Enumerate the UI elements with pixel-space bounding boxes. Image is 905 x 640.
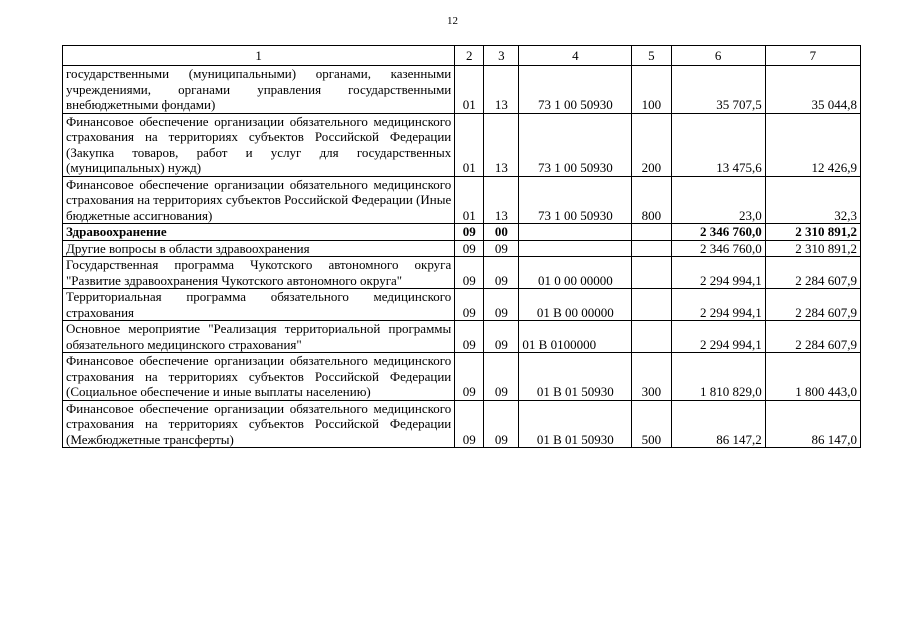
table-row <box>63 353 861 401</box>
header-col-2: 2 <box>455 46 484 66</box>
page-number: 12 <box>447 15 458 27</box>
row-amount-col7-cell: 2 310 891,2 <box>765 224 860 241</box>
row-subsection-cell: 13 <box>484 66 519 114</box>
row-target-article-cell: 01 В 01 50930 <box>519 353 632 401</box>
row-expense-type-cell: 200 <box>632 113 671 176</box>
table-row <box>63 400 861 448</box>
row-name-cell: Государственная программа Чукотского автономного округа "Развитие здравоохранения Чукотского автономного округа" <box>63 257 455 289</box>
row-subsection-cell: 00 <box>484 224 519 241</box>
row-section-cell: 09 <box>455 224 484 241</box>
row-section-cell: 09 <box>455 353 484 401</box>
row-name-cell: Финансовое обеспечение организации обязательного медицинского страхования на территориях субъектов Российской Федерации (Социальное обеспечение и иные выплаты населению) <box>63 353 455 401</box>
row-subsection-cell: 09 <box>484 240 519 257</box>
table-row <box>63 321 861 353</box>
row-amount-col6-cell: 2 346 760,0 <box>671 240 765 257</box>
row-section-cell: 01 <box>455 113 484 176</box>
row-amount-col6-cell: 2 294 994,1 <box>671 257 765 289</box>
budget-table <box>62 45 861 448</box>
row-subsection-cell: 09 <box>484 289 519 321</box>
row-amount-col7-cell: 2 284 607,9 <box>765 289 860 321</box>
row-amount-col6-cell: 2 294 994,1 <box>671 321 765 353</box>
row-expense-type-cell: 500 <box>632 400 671 448</box>
table-row <box>63 257 861 289</box>
row-name-cell: Финансовое обеспечение организации обязательного медицинского страхования на территориях субъектов Российской Федерации (Закупка товаров, работ и услуг для государственных (муниципальных) нужд) <box>63 113 455 176</box>
row-subsection-cell: 09 <box>484 353 519 401</box>
header-col-6: 6 <box>671 46 765 66</box>
row-target-article-cell: 01 В 0100000 <box>519 321 632 353</box>
row-name-cell: Основное мероприятие "Реализация территориальной программы обязательного медицинского страхования" <box>63 321 455 353</box>
header-col-5: 5 <box>632 46 671 66</box>
row-target-article-cell <box>519 240 632 257</box>
row-amount-col7-cell: 1 800 443,0 <box>765 353 860 401</box>
row-target-article-cell: 73 1 00 50930 <box>519 66 632 114</box>
row-expense-type-cell: 300 <box>632 353 671 401</box>
row-target-article-cell <box>519 224 632 241</box>
row-section-cell: 01 <box>455 176 484 224</box>
row-amount-col7-cell: 32,3 <box>765 176 860 224</box>
table-row <box>63 224 861 241</box>
row-section-cell: 01 <box>455 66 484 114</box>
header-row <box>63 46 861 66</box>
row-expense-type-cell <box>632 257 671 289</box>
row-amount-col7-cell: 2 310 891,2 <box>765 240 860 257</box>
row-amount-col7-cell: 86 147,0 <box>765 400 860 448</box>
header-col-4: 4 <box>519 46 632 66</box>
row-target-article-cell: 01 В 00 00000 <box>519 289 632 321</box>
row-expense-type-cell: 800 <box>632 176 671 224</box>
row-subsection-cell: 13 <box>484 113 519 176</box>
row-name-cell: Финансовое обеспечение организации обязательного медицинского страхования на территориях субъектов Российской Федерации (Иные бюджетные ассигнования) <box>63 176 455 224</box>
row-section-cell: 09 <box>455 289 484 321</box>
row-amount-col7-cell: 2 284 607,9 <box>765 257 860 289</box>
row-amount-col7-cell: 12 426,9 <box>765 113 860 176</box>
row-name-cell: государственными (муниципальными) органами, казенными учреждениями, органами управления государственными внебюджетными фондами) <box>63 66 455 114</box>
header-col-3: 3 <box>484 46 519 66</box>
row-subsection-cell: 09 <box>484 257 519 289</box>
row-expense-type-cell <box>632 321 671 353</box>
table-row <box>63 66 861 114</box>
row-target-article-cell: 73 1 00 50930 <box>519 176 632 224</box>
row-amount-col6-cell: 86 147,2 <box>671 400 765 448</box>
row-amount-col6-cell: 23,0 <box>671 176 765 224</box>
row-expense-type-cell <box>632 240 671 257</box>
row-section-cell: 09 <box>455 240 484 257</box>
row-target-article-cell: 01 В 01 50930 <box>519 400 632 448</box>
table-row <box>63 289 861 321</box>
row-amount-col7-cell: 35 044,8 <box>765 66 860 114</box>
row-expense-type-cell: 100 <box>632 66 671 114</box>
row-expense-type-cell <box>632 224 671 241</box>
row-section-cell: 09 <box>455 257 484 289</box>
row-amount-col6-cell: 2 294 994,1 <box>671 289 765 321</box>
row-amount-col6-cell: 2 346 760,0 <box>671 224 765 241</box>
row-expense-type-cell <box>632 289 671 321</box>
row-name-cell: Другие вопросы в области здравоохранения <box>63 240 455 257</box>
table-row <box>63 176 861 224</box>
table-body <box>63 66 861 448</box>
table-row <box>63 113 861 176</box>
row-amount-col7-cell: 2 284 607,9 <box>765 321 860 353</box>
row-section-cell: 09 <box>455 321 484 353</box>
row-subsection-cell: 09 <box>484 400 519 448</box>
row-target-article-cell: 01 0 00 00000 <box>519 257 632 289</box>
row-target-article-cell: 73 1 00 50930 <box>519 113 632 176</box>
table-row <box>63 240 861 257</box>
row-subsection-cell: 13 <box>484 176 519 224</box>
row-amount-col6-cell: 13 475,6 <box>671 113 765 176</box>
row-amount-col6-cell: 1 810 829,0 <box>671 353 765 401</box>
header-col-1: 1 <box>63 46 455 66</box>
row-subsection-cell: 09 <box>484 321 519 353</box>
row-amount-col6-cell: 35 707,5 <box>671 66 765 114</box>
header-col-7: 7 <box>765 46 860 66</box>
row-name-cell: Территориальная программа обязательного медицинского страхования <box>63 289 455 321</box>
row-name-cell: Здравоохранение <box>63 224 455 241</box>
row-name-cell: Финансовое обеспечение организации обязательного медицинского страхования на территориях субъектов Российской Федерации (Межбюджетные трансферты) <box>63 400 455 448</box>
row-section-cell: 09 <box>455 400 484 448</box>
